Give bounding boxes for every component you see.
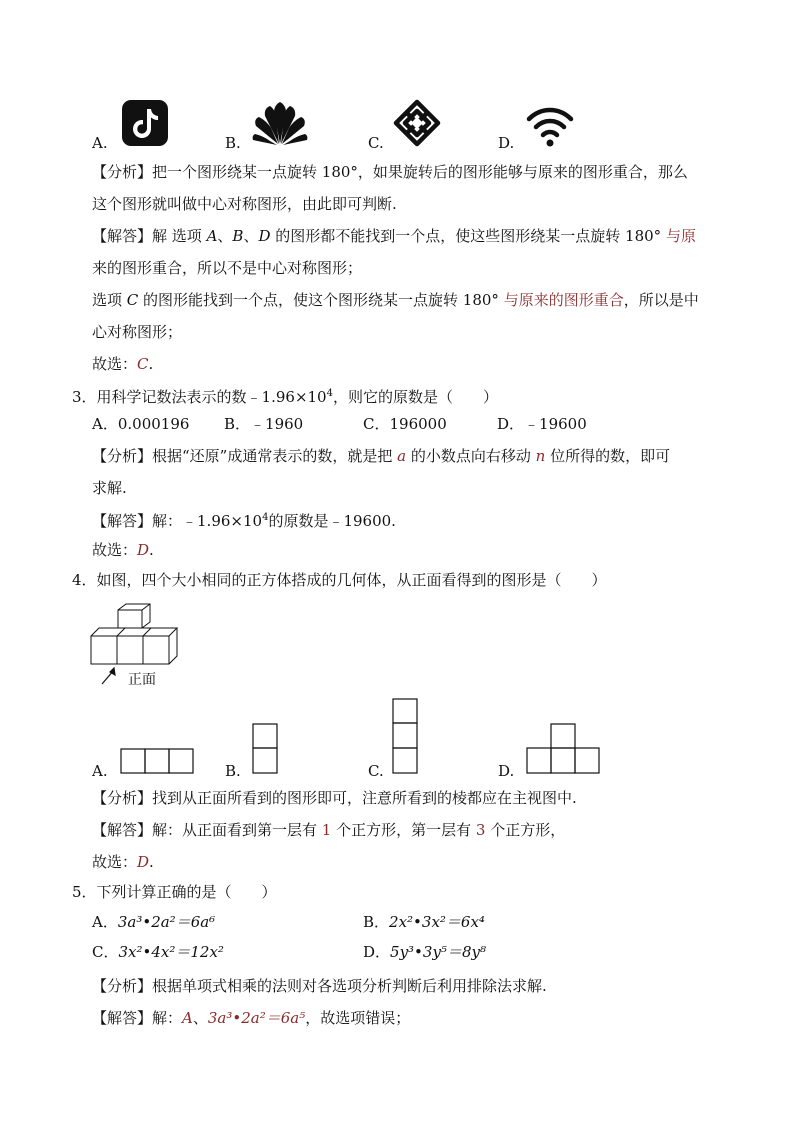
choice-label: 故选： (92, 355, 138, 373)
option-expr: 3a³•2a²＝6a⁶ (117, 913, 216, 931)
option-ref: A (182, 1009, 193, 1027)
choice-label: 故选： (92, 541, 138, 559)
exponent: 4 (262, 512, 269, 523)
tiktok-logo-icon (122, 100, 168, 146)
front-label: 正面 (128, 672, 156, 688)
wifi-icon (526, 104, 574, 148)
q4-analysis (92, 788, 577, 808)
q4-answer-text: 解：从正面看到第一层有 (152, 821, 322, 839)
option-c-label: C. (368, 762, 384, 780)
choice-value: C (137, 355, 149, 373)
highlight-text: 与原 (661, 227, 696, 245)
view-option-b (252, 723, 278, 774)
q4-stem: 4．如图，四个大小相同的正方体搭成的几何体，从正面看得到的图形是（ ） (72, 571, 607, 589)
q5-analysis (92, 976, 547, 996)
answer-tag: 【解答】 (92, 1009, 153, 1027)
q5-analysis-text: 根据单项式相乘的法则对各选项分析判断后利用排除法求解. (152, 977, 547, 995)
huawei-logo-icon (252, 102, 308, 146)
q3-analysis-text: 位所得的数，即可 (545, 447, 671, 465)
q3-stem-text: ，则它的原数是（ ） (332, 388, 498, 406)
q5-answer-text: 解： (152, 1009, 183, 1027)
q5-answer (92, 1008, 410, 1028)
q4-choice (92, 852, 154, 872)
q2-answer-text: 的图形能找到一个点，使这个图形绕某一点旋转 180° (138, 291, 499, 309)
q3-answer-text: 解：﹣1.96×10 (152, 512, 263, 530)
q5-opt-b (363, 912, 485, 932)
separator: 、 (217, 227, 233, 245)
q3-analysis-text: 的小数点向右移动 (406, 447, 536, 465)
q5-answer-text: ，故选项错误； (305, 1009, 411, 1027)
q2-analysis-text2: 这个图形就叫做中心对称图形，由此即可判断. (92, 195, 397, 213)
q3-answer (92, 508, 396, 531)
separator: 、 (192, 1009, 208, 1027)
q2-analysis-line1 (92, 162, 688, 182)
var-n: n (535, 447, 546, 465)
choice-value: D (137, 541, 150, 559)
q2-analysis-text1: 把一个图形绕某一点旋转 180°，如果旋转后的图形能够与原来的图形重合，那么 (152, 163, 688, 181)
option-a-label: A. (92, 134, 108, 152)
q3-answer-text: 的原数是﹣19600. (268, 512, 396, 530)
option-c-label: C. (368, 134, 384, 152)
q4-answer-text: 个正方形， (485, 821, 566, 839)
option-expr: 3x²•4x²＝12x² (118, 943, 224, 961)
q5-opt-c (92, 942, 224, 962)
exponent: 4 (326, 388, 333, 399)
q3-opt-a: A．0.000196 (92, 415, 190, 433)
view-option-a (120, 748, 196, 774)
choice-value: D (137, 853, 150, 871)
q3-analysis-line1 (92, 446, 670, 466)
answer-expr: 3a³•2a²＝6a⁵ (207, 1009, 306, 1027)
option-label: D． (363, 943, 391, 961)
separator: 、 (243, 227, 259, 245)
option-expr: 2x²•3x²＝6x⁴ (389, 913, 485, 931)
q3-stem (72, 384, 498, 407)
period: . (149, 853, 154, 871)
option-ref: C (126, 291, 139, 309)
analysis-tag: 【分析】 (92, 977, 153, 995)
q2-answer-text: 解 选项 (152, 227, 207, 245)
option-label: B． (363, 913, 390, 931)
q5-opt-a (92, 912, 215, 932)
q2-answer-line4: 心对称图形； (92, 323, 183, 341)
option-ref: D (258, 227, 271, 245)
q2-answer-text: 选项 (92, 291, 127, 309)
choice-label: 故选： (92, 853, 138, 871)
q2-answer-text: ，所以是中 (623, 291, 699, 309)
q3-stem-text: 3．用科学记数法表示的数﹣1.96×10 (72, 388, 327, 406)
period: . (148, 355, 154, 373)
option-ref: A (206, 227, 218, 245)
var-a: a (397, 447, 407, 465)
count-value: 3 (475, 821, 486, 839)
q2-answer-line3 (92, 290, 699, 310)
option-a-label: A. (92, 762, 108, 780)
q5-opt-d (363, 942, 486, 962)
count-value: 1 (321, 821, 332, 839)
option-label: C． (92, 943, 119, 961)
q3-analysis-line2: 求解. (92, 479, 127, 497)
q2-choice (92, 354, 153, 374)
q2-answer-line2: 来的图形重合，所以不是中心对称图形； (92, 259, 363, 277)
period: . (149, 541, 154, 559)
q2-answer-line1 (92, 226, 696, 246)
view-option-c (392, 698, 418, 774)
option-label: A． (92, 913, 118, 931)
answer-tag: 【解答】 (92, 227, 153, 245)
q4-answer-text: 个正方形，第一层有 (331, 821, 476, 839)
q5-stem: 5．下列计算正确的是（ ） (72, 883, 277, 901)
option-d-label: D. (498, 134, 515, 152)
analysis-tag: 【分析】 (92, 163, 153, 181)
analysis-tag: 【分析】 (92, 789, 153, 807)
q2-answer-text: 的图形都不能找到一个点，使这些图形绕某一点旋转 180° (270, 227, 662, 245)
q4-answer (92, 820, 565, 840)
q3-opt-d: D．﹣19600 (497, 415, 587, 433)
option-ref: B (232, 227, 244, 245)
analysis-tag: 【分析】 (92, 447, 153, 465)
answer-tag: 【解答】 (92, 512, 153, 530)
view-option-d (526, 723, 602, 774)
q3-choice (92, 540, 154, 560)
option-b-label: B. (225, 762, 241, 780)
q3-opt-c: C．196000 (363, 415, 447, 433)
answer-tag: 【解答】 (92, 821, 153, 839)
q3-opt-b: B．﹣1960 (224, 415, 304, 433)
option-d-label: D. (498, 762, 515, 780)
option-b-label: B. (225, 134, 241, 152)
highlight-text: 与原来的图形重合 (498, 291, 624, 309)
q4-analysis-text: 找到从正面所看到的图形即可，注意所看到的棱都应在主视图中. (152, 789, 577, 807)
knot-emblem-icon (394, 100, 440, 146)
q3-analysis-text: 根据“还原”成通常表示的数，就是把 (152, 447, 398, 465)
option-expr: 5y³•3y⁵＝8y⁸ (390, 943, 486, 961)
